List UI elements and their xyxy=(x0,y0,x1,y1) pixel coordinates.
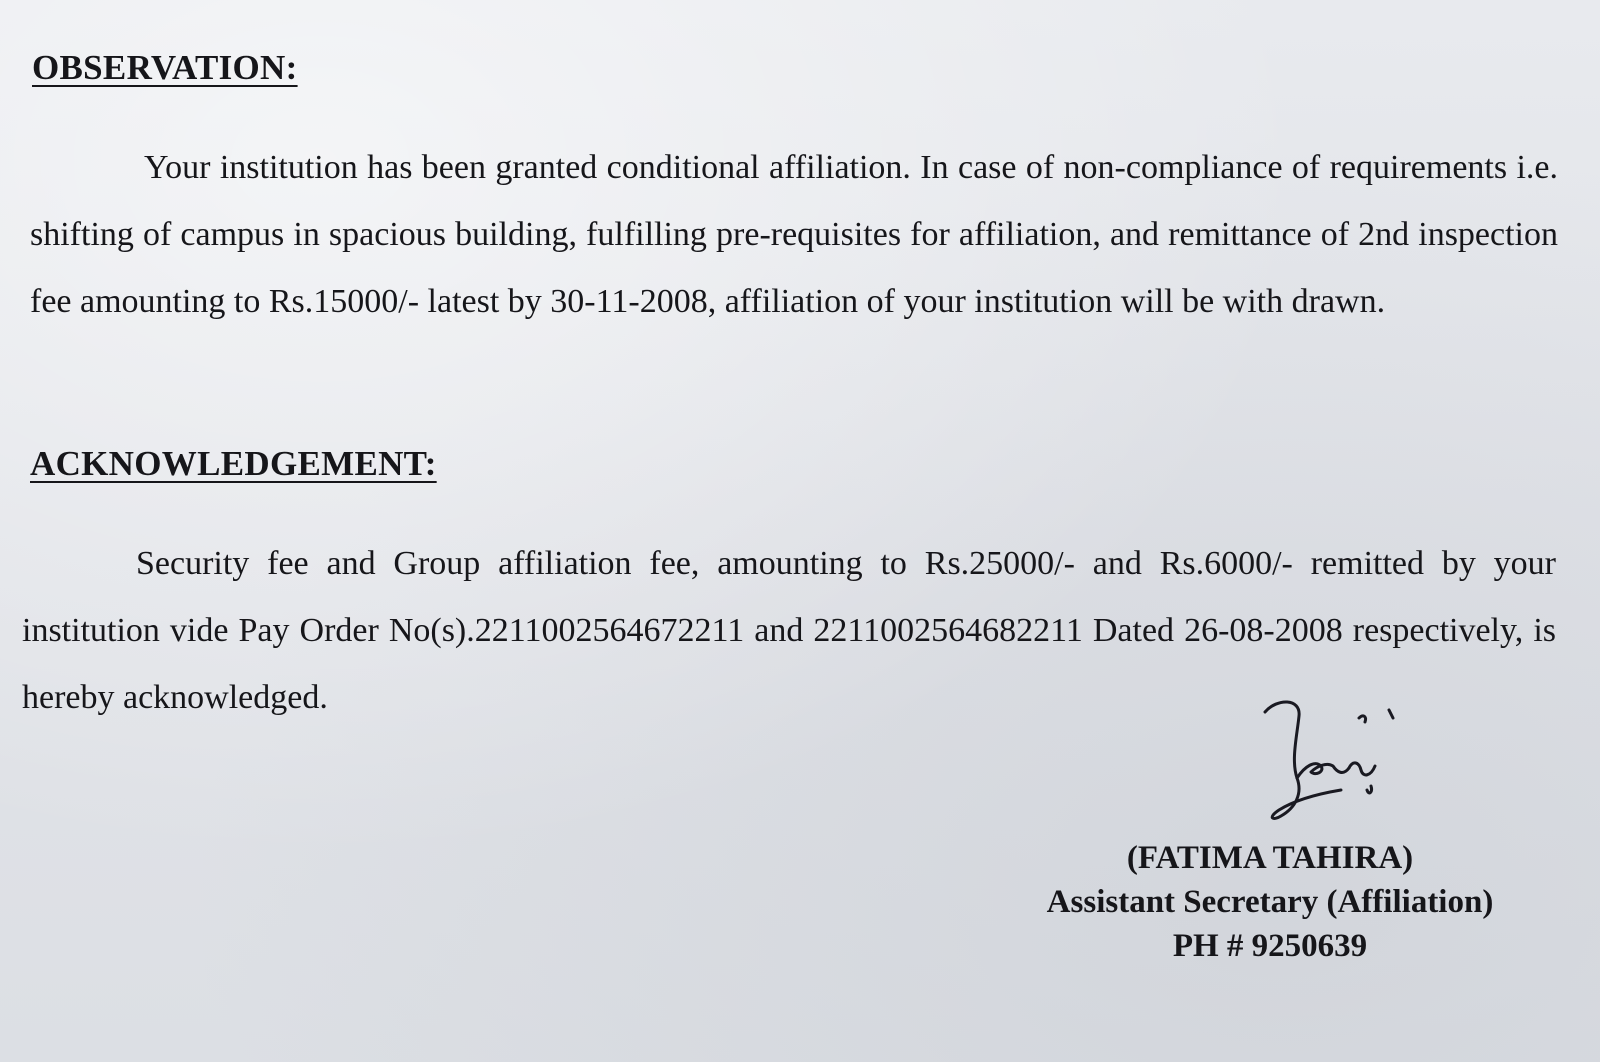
acknowledgement-paragraph: Security fee and Group affiliation fee, amounting to Rs.25000/- and Rs.6000/- remitted by your institution vide Pay Order No(s).2211002564672211 and 2211002564682211 Dated 26-08-2008 respectively, is hereby acknowledged. xyxy=(22,545,1556,716)
signatory-block xyxy=(985,836,1555,968)
observation-paragraph: Your institution has been granted conditional affiliation. In case of non-compliance of requirements i.e. shifting of campus in spacious building, fulfilling pre-requisites for affiliation, and remittance of 2nd inspection fee amounting to Rs.15000/- latest by 30-11-2008, affiliation of your institution will be with drawn. xyxy=(30,149,1558,320)
signatory-name: (FATIMA TAHIRA) xyxy=(1126,840,1414,876)
signatory-designation: Assistant Secretary (Affiliation) xyxy=(1046,884,1494,920)
handwritten-signature xyxy=(1255,690,1405,825)
signatory-phone: PH # 9250639 xyxy=(1172,928,1368,964)
acknowledgement-heading: ACKNOWLEDGEMENT: xyxy=(30,444,437,483)
observation-heading: OBSERVATION: xyxy=(32,48,298,87)
